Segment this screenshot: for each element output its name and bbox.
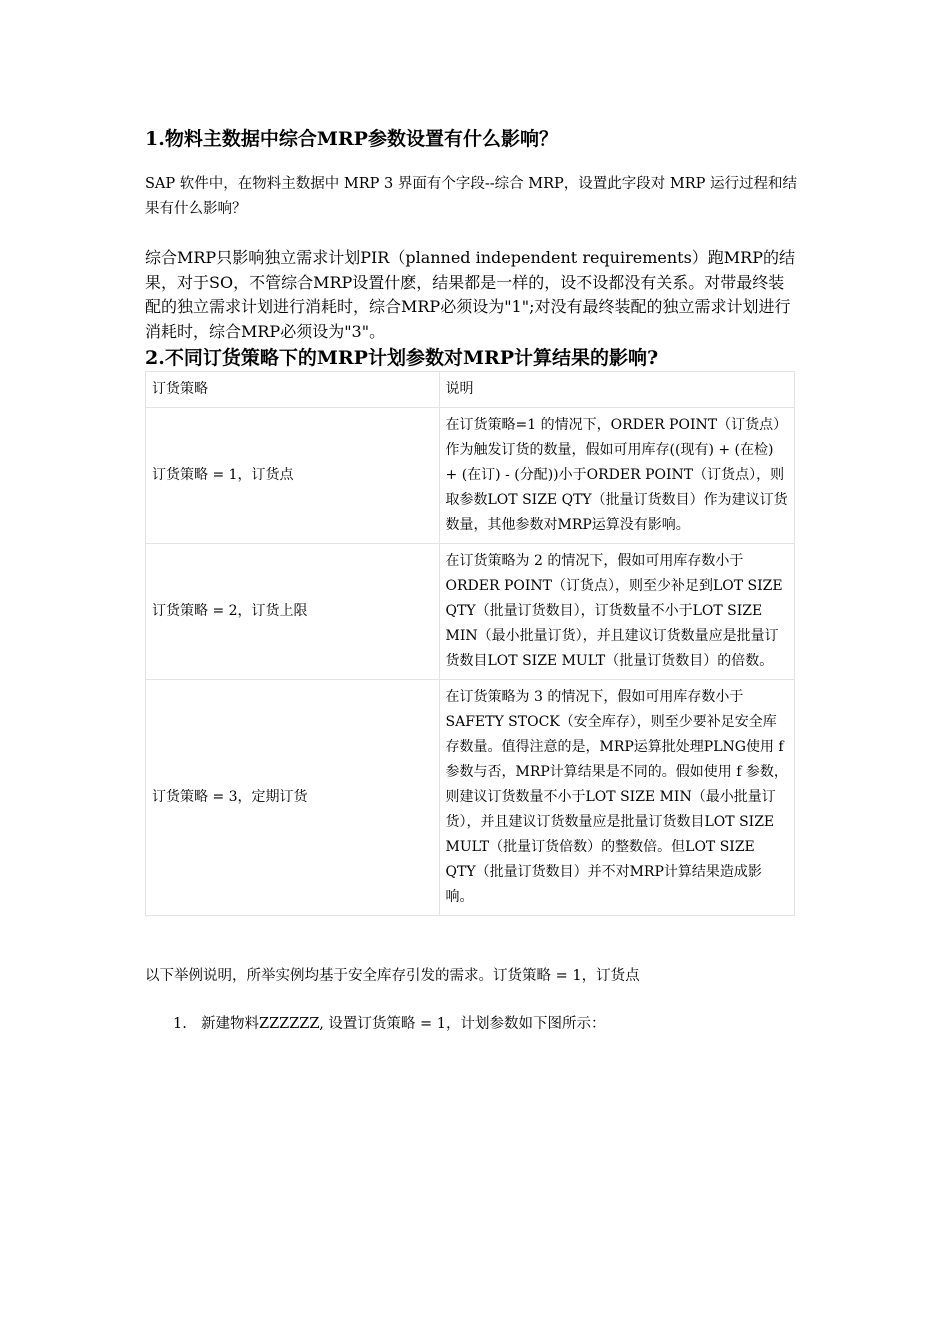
list-item-number: 1. (173, 1016, 187, 1032)
table-header-row (146, 372, 795, 408)
description-cell: 在订货策略为 2 的情况下，假如可用库存数小于ORDER POINT（订货点），则至少补足到LOT SIZE QTY（批量订货数目），订货数量不小于LOT SIZE MIN（最小批量订货），并且建议订货数量应是批量订货数目LOT SIZE MULT（批量订货数目）的倍数。 (439, 544, 794, 680)
description-cell: 在订货策略为 3 的情况下，假如可用库存数小于SAFETY STOCK（安全库存），则至少要补足安全库存数量。值得注意的是，MRP运算批处理PLNG使用 f 参数与否，MRP计算结果是不同的。假如使用 f 参数，则建议订货数量不小于LOT SIZE MIN（最小批量订货），并且建议订货数量应是批量订货数目LOT SIZE MULT（批量订货倍数）的整数倍。但LOT SIZE QTY（批量订货数目）并不对MRP计算结果造成影响。 (439, 680, 794, 916)
section1-heading: 1.物料主数据中综合MRP参数设置有什么影响？ (145, 128, 558, 150)
ordered-list (173, 1012, 606, 1037)
list-item (173, 1012, 606, 1037)
strategy-cell: 订货策略 = 2，订货上限 (146, 544, 440, 680)
table-row (146, 680, 795, 916)
list-item-text: 新建物料ZZZZZZ, 设置订货策略 = 1，计划参数如下图所示： (201, 1016, 606, 1032)
section2-heading: 2.不同订货策略下的MRP计划参数对MRP计算结果的影响? (145, 347, 659, 369)
strategy-cell: 订货策略 = 3，定期订货 (146, 680, 440, 916)
section1-intro: SAP 软件中，在物料主数据中 MRP 3 界面有个字段--综合 MRP，设置此字段对 MRP 运行过程和结果有什么影响？ (145, 176, 798, 217)
table-row (146, 544, 795, 680)
table-row (146, 408, 795, 544)
strategy-cell: 订货策略 = 1，订货点 (146, 408, 440, 544)
description-cell: 在订货策略=1 的情况下，ORDER POINT（订货点）作为触发订货的数量，假如可用库存((现有) + (在检) + (在订) - (分配))小于ORDER POINT（订货点），则取参数LOT SIZE QTY（批量订货数目）作为建议订货数量，其他参数对MRP运算没有影响。 (439, 408, 794, 544)
example-intro-text: 以下举例说明，所举实例均基于安全库存引发的需求。订货策略 = 1，订货点 (145, 968, 640, 984)
table-header-strategy: 订货策略 (146, 372, 440, 408)
order-strategy-table (145, 371, 795, 916)
section1-answer: 综合MRP只影响独立需求计划PIR（planned independent requirements）跑MRP的结果，对于SO，不管综合MRP设置什麽，结果都是一样的，设不设都没有关系。对带最终装配的独立需求计划进行消耗时，综合MRP必须设为"1";对没有最终装配的独立需求计划进行消耗时，综合MRP必须设为"3"。 (145, 248, 795, 341)
table-header-description: 说明 (439, 372, 794, 408)
